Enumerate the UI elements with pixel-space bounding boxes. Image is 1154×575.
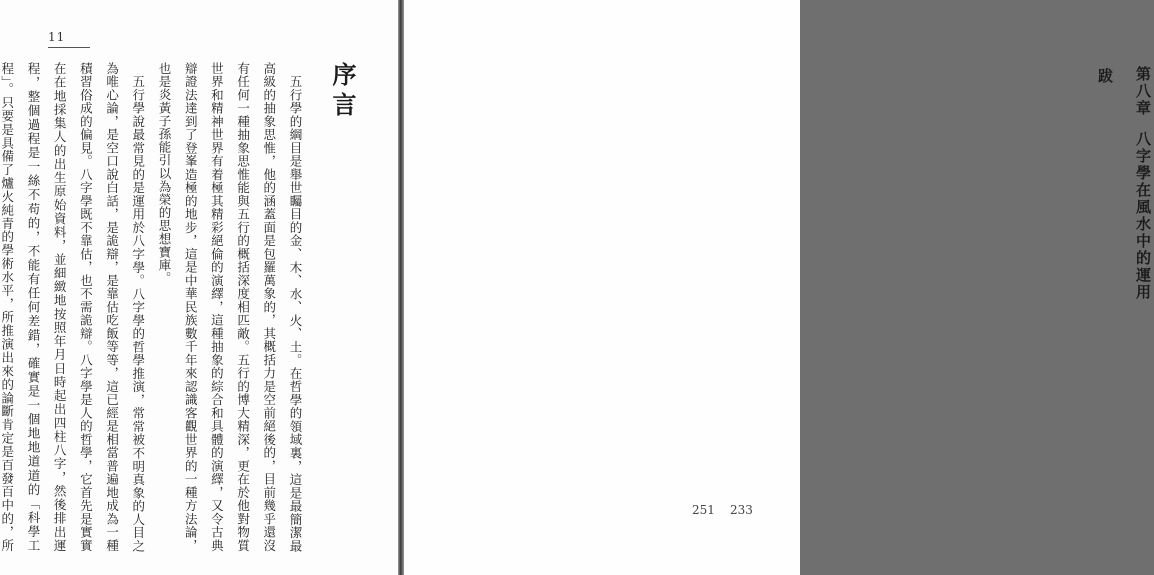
page-number-epilogue: 251 <box>692 503 715 517</box>
book-gutter <box>398 0 404 575</box>
epilogue-entry: 跋 <box>1096 68 1114 83</box>
preface-title: 序言 <box>328 62 357 122</box>
chapter-number: 第八章 <box>1134 66 1152 117</box>
left-page <box>0 0 400 575</box>
page-number-chapter: 233 <box>730 503 753 517</box>
folio-rule <box>48 47 90 48</box>
page-folio: 11 <box>48 30 66 44</box>
paragraph-2: 五行學說最常見的是運用於八字學。八字學的哲學推演，常常被不明真象的人目之為唯心論，是空口說白話，是詭辯，是靠估吃飯等等，這已經是相當普遍地成為一種積習俗成的偏見。八字學既不靠估，也不需詭辯。八字學是人的哲學，它首先是實實在在地採集人的出生原始資料，並細緻地按照年月日時起出四柱八字，然後排出運程，整個過程是一絲不苟的，不能有任何差錯，確實是一個地地道道的「科學工程」。只要是具備了爐火純青的學術水平，所推演出來的論斷肯定是百發百中的，所 <box>0 62 146 552</box>
preface-body <box>0 62 308 552</box>
right-page <box>405 0 1152 575</box>
chapter-title-text: 八字學在風水中的運用 <box>1134 131 1152 301</box>
chapter-heading <box>1133 66 1154 301</box>
paragraph-1: 五行學的綱目是舉世矚目的金、木、水、火、土。在哲學的領域裏，這是最簡潔最高級的抽象思惟，他的涵蓋面是包羅萬象的，其概括力是空前絕後的，目前幾乎還沒有任何一種抽象思惟能與五行的概括深度相匹敵。五行的博大精深，更在於他對物質世界和精神世界有着極其精彩絕倫的演繹，這種抽象的綜合和具體的演繹，又令古典辯證法達到了登峯造極的地步，這是中華民族數千年來認識客觀世界的一種方法論，也是炎黃子孫能引以為榮的思想寶庫。 <box>156 62 303 552</box>
